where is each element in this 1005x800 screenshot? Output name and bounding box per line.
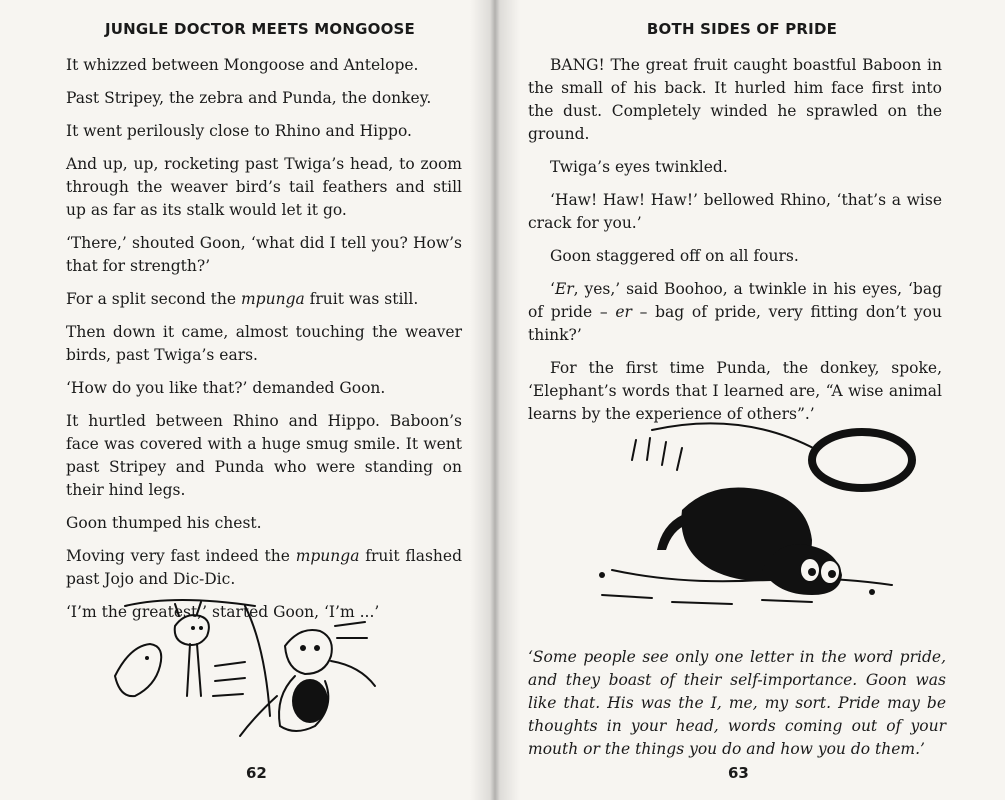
book-gutter-shadow	[470, 0, 520, 800]
page-number-left: 62	[246, 764, 267, 782]
text-span: fruit flashed past Jojo and Dic-Dic.	[66, 547, 462, 588]
running-header-left: JUNGLE DOCTOR MEETS MONGOOSE	[105, 20, 415, 38]
text-span: ‘	[550, 280, 555, 298]
italic-word: Er	[554, 280, 574, 298]
paragraph: Goon thumped his chest.	[66, 514, 262, 532]
italic-word: mpunga	[240, 290, 305, 308]
baboon-fallen-illustration	[562, 420, 942, 620]
paragraph: It whizzed between Mongoose and Antelope.	[66, 56, 419, 74]
paragraph: It hurtled between Rhino and Hippo. Baboon’s face was covered with a huge smug smile. It went past Stripey and Punda who were standing on their hind legs.	[66, 412, 462, 499]
text-span: – bag of pride, very fitting don’t you think?’	[528, 303, 942, 344]
paragraph: ‘Haw! Haw! Haw!’ bellowed Rhino, ‘that’s a wise crack for you.’	[528, 191, 942, 232]
baboon-boasting-illustration	[95, 586, 395, 746]
italic-word: er	[615, 303, 632, 321]
paragraph: Then down it came, almost touching the weaver birds, past Twiga’s ears.	[66, 323, 462, 364]
paragraph	[528, 278, 942, 347]
paragraph	[66, 545, 462, 591]
running-header-right: BOTH SIDES OF PRIDE	[646, 20, 838, 38]
paragraph: ‘There,’ shouted Goon, ‘what did I tell you? How’s that for strength?’	[66, 234, 462, 275]
right-page-text	[528, 54, 942, 436]
paragraph: ‘I’m the greatest,’ started Goon, ‘I’m ...’	[66, 603, 380, 621]
text-span: fruit was still.	[304, 290, 419, 308]
paragraph: ‘How do you like that?’ demanded Goon.	[66, 379, 386, 397]
paragraph	[66, 288, 462, 311]
paragraph: It went perilously close to Rhino and Hippo.	[66, 122, 412, 140]
left-page-text	[66, 54, 462, 634]
page-number-right: 63	[728, 764, 749, 782]
text-span: For a split second the	[66, 290, 241, 308]
moral-quote: ‘Some people see only one letter in the word pride, and they boast of their self-importance. Goon was like that. His was the I, me, my sort. Pride may be thoughts in your head, words coming out of your mouth or the things you do and how you do them.’	[528, 648, 946, 758]
paragraph: BANG! The great fruit caught boastful Baboon in the small of his back. It hurled him face first into the dust. Completely winded he sprawled on the ground.	[528, 56, 942, 143]
left-page	[0, 0, 492, 800]
text-span: Moving very fast indeed the	[66, 547, 296, 565]
italic-word: mpunga	[295, 547, 360, 565]
paragraph: Past Stripey, the zebra and Punda, the donkey.	[66, 89, 432, 107]
right-page	[492, 0, 1005, 800]
paragraph: Twiga’s eyes twinkled.	[550, 158, 728, 176]
paragraph: For the first time Punda, the donkey, spoke, ‘Elephant’s words that I learned are, “A wise animal learns by the experience of others”.’	[528, 359, 942, 423]
paragraph: And up, up, rocketing past Twiga’s head, to zoom through the weaver bird’s tail feathers and still up as far as its stalk would let it go.	[66, 155, 462, 219]
paragraph: Goon staggered off on all fours.	[550, 247, 799, 265]
text-span: , yes,’ said Boohoo, a twinkle in his eyes, ‘bag of pride –	[528, 280, 942, 321]
